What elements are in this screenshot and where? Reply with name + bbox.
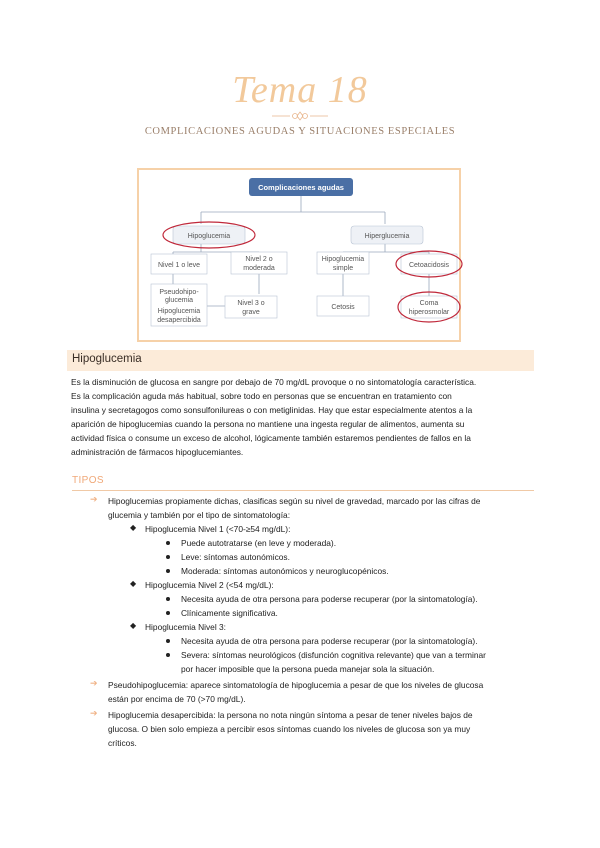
list-item-text: por hacer imposible que la persona pueda manejar sola la situación. — [181, 664, 435, 674]
dot-bullet-icon — [166, 653, 170, 657]
diagram-nivel3-label-1: Nivel 3 o — [237, 300, 265, 307]
page-title: Tema 18 — [232, 69, 368, 111]
list-item-text: Necesita ayuda de otra persona para poderse recuperar (por la sintomatología). — [181, 636, 478, 646]
list-item-text: Necesita ayuda de otra persona para poderse recuperar (por la sintomatología). — [181, 594, 478, 604]
paragraph-line: actividad física o consume un exceso de alcohol, lógicamente también estaremos pendientes de fallos en la — [71, 433, 471, 443]
dot-bullet-icon — [166, 597, 170, 601]
diagram-coma-label-1: Coma — [419, 300, 439, 307]
paragraph-line: administración de fármacos hipoglucemiantes. — [71, 447, 244, 457]
diamond-bullet-icon: ◆ — [130, 621, 137, 630]
diagram-coma-label-2: hiperosmolar — [408, 309, 450, 316]
diagram-nivel3-label-2: grave — [242, 309, 260, 316]
list-item-text: están por encima de 70 (>70 mg/dL). — [108, 694, 246, 704]
diagram-simple-label-2: simple — [332, 265, 354, 272]
tipos-underline — [72, 490, 534, 491]
diagram-cetosis-label: Cetosis — [331, 304, 355, 311]
arrow-bullet-icon: ➔ — [90, 708, 98, 718]
list-item-text: Hipoglucemia Nivel 1 (<70-≥54 mg/dL): — [145, 524, 291, 534]
section-title: Hipoglucemia — [72, 353, 142, 365]
dot-bullet-icon — [166, 569, 170, 573]
arrow-bullet-icon: ➔ — [90, 678, 98, 688]
diagram-simple-label-1: Hipoglucemia — [321, 256, 365, 263]
diagram-hipoglucemia-label: Hipoglucemia — [187, 233, 231, 240]
page-subtitle: COMPLICACIONES AGUDAS Y SITUACIONES ESPECIALES — [144, 126, 456, 137]
list-item-text: Hipoglucemia Nivel 2 (<54 mg/dL): — [145, 580, 274, 590]
tipos-heading: TIPOS — [72, 475, 105, 486]
list-item-text: Hipoglucemias propiamente dichas, clasificas según su nivel de gravedad, marcado por las cifras de — [108, 496, 481, 506]
paragraph-line: Es la disminución de glucosa en sangre por debajo de 70 mg/dL provoque o no sintomatología característica. — [71, 377, 477, 387]
list-item-text: Leve: síntomas autonómicos. — [181, 552, 290, 562]
diagram-nivel2-label-2: moderada — [243, 265, 275, 272]
arrow-bullet-icon: ➔ — [90, 494, 98, 504]
list-item-text: Severa: síntomas neurológicos (disfunción cognitiva relevante) que van a terminar — [181, 650, 486, 660]
diagram-hiperglucemia-label: Hiperglucemia — [364, 233, 410, 240]
dot-bullet-icon — [166, 639, 170, 643]
diagram-root-label: Complicaciones agudas — [258, 183, 344, 192]
diagram-pseudo-label-4: desapercibida — [157, 317, 201, 324]
list-item-text: Hipoglucemia desapercibida: la persona no nota ningún síntoma a pesar de tener niveles bajos de — [108, 710, 473, 720]
list-item-text: críticos. — [108, 738, 137, 748]
dot-bullet-icon — [166, 611, 170, 615]
list-item-text: glucosa. O bien solo empieza a percibir esos síntomas cuando los niveles de glucosa son ya muy — [108, 724, 471, 734]
complications-diagram — [137, 168, 461, 342]
diamond-bullet-icon: ◆ — [130, 523, 137, 532]
paragraph-line: insulina y secretagogos como sonsulfonilureas o con metiglinidas. Hay que estar especialmente atentos a la — [71, 405, 473, 415]
diagram-pseudo-label-3: Hipoglucemia — [157, 308, 201, 315]
ornament-divider-icon — [272, 109, 328, 123]
list-item-text: glucemia y también por el tipo de sintomatología: — [108, 510, 291, 520]
paragraph-line: Es la complicación aguda más habitual, sobre todo en personas que se encuentran en tratamiento con — [71, 391, 452, 401]
list-item-text: Clínicamente significativa. — [181, 608, 278, 618]
diamond-bullet-icon: ◆ — [130, 579, 137, 588]
dot-bullet-icon — [166, 541, 170, 545]
paragraph-line: aparición de hipoglucemias cuando la persona no mantiene una ingesta regular de alimentos, aumenta su — [71, 419, 465, 429]
list-item-text: Puede autotratarse (en leve y moderada). — [181, 538, 337, 548]
dot-bullet-icon — [166, 555, 170, 559]
list-item-text: Hipoglucemia Nivel 3: — [145, 622, 226, 632]
list-item-text: Moderada: síntomas autonómicos y neuroglucopénicos. — [181, 566, 389, 576]
diagram-pseudo-label-2: glucemia — [164, 297, 194, 304]
diagram-nivel2-label: Nivel 2 o — [245, 256, 273, 263]
diagram-cetoacidosis-label: Cetoacidosis — [408, 262, 450, 269]
list-item-text: Pseudohipoglucemia: aparece sintomatología de hipoglucemia a pesar de que los niveles de glucosa — [108, 680, 484, 690]
diagram-nivel1-label: Nivel 1 o leve — [157, 262, 201, 269]
diagram-pseudo-label-1: Pseudohipo- — [159, 289, 199, 296]
